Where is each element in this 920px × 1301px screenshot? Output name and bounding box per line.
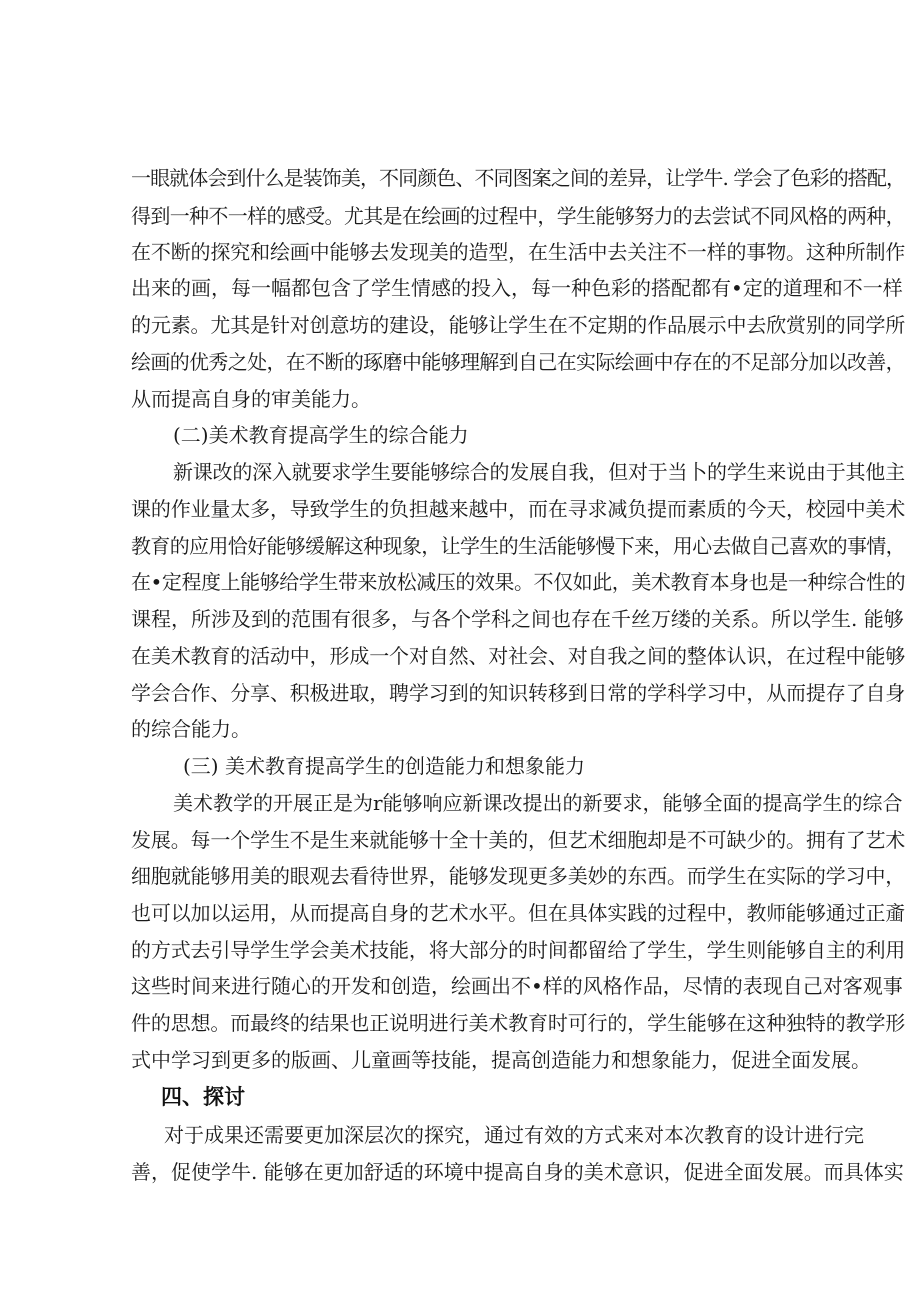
paragraph-2-line: 教育的应用恰好能够缓解这种现象，让学生的生活能够慢下来，用心去做自己喜欢的事情， <box>131 534 905 558</box>
paragraph-2-line: 课程，所涉及到的范围有很多，与各个学科之间也存在千丝万缕的关系。所以学生. 能够 <box>131 607 904 631</box>
paragraph-3-line: 也可以加以运用，从而提高自身的艺术水平。但在具体实践的过程中，教师能够通过正齑 <box>131 901 906 925</box>
paragraph-1-line: 的元素。尤其是针对创意坊的建设，能够让学生在不定期的作品展示中去欣赏别的同学所 <box>131 313 906 337</box>
paragraph-1-line: 从而提高自身的审美能力。 <box>131 387 371 411</box>
paragraph-3-line: 的方式去引导学生学会美术技能，将大部分的时间都留给了学生，学生则能够自主的利用 <box>131 938 906 962</box>
paragraph-3-line: 件的思想。而最终的结果也正说明进行美术教育时可行的，学生能够在这种独特的教学形 <box>131 1011 906 1035</box>
paragraph-1-line: 在不断的探究和绘画中能够去发现美的造型，在生活中去关注不一样的事物。这种所制作 <box>131 240 906 264</box>
paragraph-4-line: 对于成果还需要更加深层次的探究，通过有效的方式来对本次教育的设计进行完 <box>164 1123 864 1147</box>
paragraph-3-line: 细胞就能够用美的眼观去看待世界，能够发现更多美妙的东西。而学生在实际的学习中， <box>131 864 906 888</box>
paragraph-1-line: 得到一种不一样的感受。尤其是在绘画的过程中，学生能够努力的去尝试不同风格的两种， <box>131 204 905 228</box>
paragraph-4-line: 善，促使学牛. 能够在更加舒适的环境中提高自身的美术意识，促进全面发展。而具体实 <box>131 1160 904 1184</box>
paragraph-1-line: 出来的画，每一幅都包含了学生情感的投入，每一种色彩的搭配都有•定的道理和不一样 <box>131 276 903 300</box>
paragraph-3-line: 这些时间来进行随心的开发和创造，绘画出不•样的风格作品，尽情的表现自己对客观事 <box>131 974 903 998</box>
section-4-title: 四、探讨 <box>161 1085 245 1109</box>
paragraph-1-line: 一眼就体会到什么是装饰美，不同颜色、不同图案之间的差异，让学牛. 学会了色彩的搭配， <box>131 166 906 190</box>
paragraph-2-line: 课的作业量太多，导致学生的负担越来越中，而在寻求减负提而素质的今天，校园中美术 <box>131 497 906 521</box>
paragraph-2-line: 在•定程度上能够给学生带来放松减压的效果。不仅如此，美术教育本身也是一种综合性的 <box>131 570 906 594</box>
paragraph-3-line: 式中学习到更多的版画、儿童画等技能，提高创造能力和想象能力，促进全面发展。 <box>131 1048 871 1072</box>
paragraph-2-line: 新课改的深入就要求学生要能够综合的发展自我，但对于当卜的学生来说由于其他主 <box>173 460 905 484</box>
paragraph-3-line: 发展。每一个学生不是生来就能够十全十美的，但艺术细胞却是不可缺少的。拥有了艺术 <box>131 828 906 852</box>
paragraph-3-line: 美术教学的开展正是为r能够响应新课改提出的新要求，能够全面的提高学生的综合 <box>173 791 903 815</box>
section-3-title: (三) 美术教育提高学生的创造能力和想象能力 <box>183 754 585 778</box>
paragraph-1-line: 绘画的优秀之处，在不断的琢磨中能够理解到自己在实际绘画中存在的不足部分加以改善， <box>131 350 905 374</box>
paragraph-2-line: 在美术教育的活动中，形成一个对自然、对社会、对自我之间的整体认识，在过程中能够 <box>131 644 906 668</box>
paragraph-2-line: 的综合能力。 <box>131 717 251 741</box>
paragraph-2-line: 学会合作、分享、积极进取，聘学习到的知识转移到日常的学科学习中，从而提存了自身 <box>131 681 906 705</box>
section-2-title: (二)美术教育提高学生的综合能力 <box>173 423 469 447</box>
